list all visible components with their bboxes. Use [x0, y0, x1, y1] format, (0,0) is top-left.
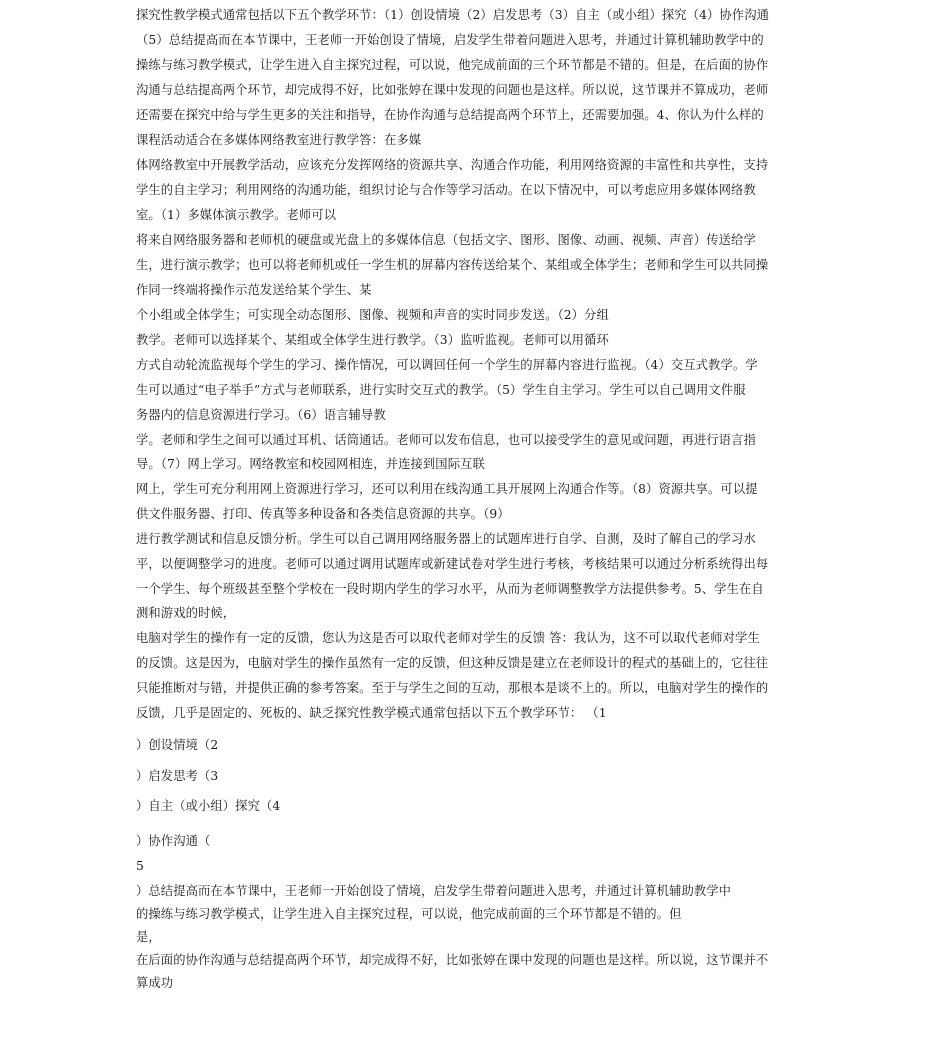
- text-line: ）启发思考（3: [136, 769, 219, 783]
- text-line: 作同一终端将操作示范发送给某个学生、某: [136, 283, 372, 297]
- text-line: 只能推断对与错，并提供正确的参考答案。至于与学生之间的互动，那根本是谈不上的。所以，电脑对学生的操作的: [136, 681, 769, 695]
- text-line: 一个学生、每个班级甚至整个学校在一段时期内学生的学习水平，从而为老师调整教学方法提供参考。5、学生在自: [136, 582, 764, 596]
- text-line: 课程活动适合在多媒体网络教室进行教学答：在多媒: [136, 133, 422, 147]
- text-line: 个小组或全体学生；可实现全动态图形、图像、视频和声音的实时同步发送。（2）分组: [136, 308, 609, 322]
- text-line: 是，: [136, 930, 161, 944]
- text-line: ）自主（或小组）探究（4: [136, 799, 281, 813]
- text-line: 5: [136, 859, 144, 873]
- text-line: 生可以通过“电子举手”方式与老师联系，进行实时交互式的教学。（5）学生自主学习。学生可以自己调用文件服: [136, 383, 746, 397]
- text-line: 的反馈。这是因为，电脑对学生的操作虽然有一定的反馈，但这种反馈是建立在老师设计的程式的基础上的，它往往: [136, 656, 769, 670]
- text-line: 反馈，几乎是固定的、死板的、缺乏探究性教学模式通常包括以下五个教学环节： （1: [136, 706, 607, 720]
- text-line: 的操练与练习教学模式，让学生进入自主探究过程，可以说，他完成前面的三个环节都是不错的。但: [136, 907, 682, 921]
- text-line: 学。老师和学生之间可以通过耳机、话筒通话。老师可以发布信息，也可以接受学生的意见或问题，再进行语言指: [136, 433, 756, 447]
- text-line: 方式自动轮流监视每个学生的学习、操作情况，可以调回任何一个学生的屏幕内容进行监视。（4）交互式教学。学: [136, 358, 758, 372]
- text-line: 在后面的协作沟通与总结提高两个环节，却完成得不好，比如张婷在课中发现的问题也是这样。所以说，这节课并不: [136, 953, 769, 967]
- text-line: ）总结提高而在本节课中，王老师一开始创设了情境，启发学生带着问题进入思考，并通过计算机辅助教学中: [136, 884, 732, 898]
- text-line: 室。（1）多媒体演示教学。老师可以: [136, 208, 337, 222]
- text-line: 体网络教室中开展教学活动，应该充分发挥网络的资源共享、沟通合作功能，利用网络资源的丰富性和共享性，支持: [136, 158, 769, 172]
- text-line: 算成功: [136, 976, 174, 990]
- text-line: 探究性教学模式通常包括以下五个教学环节：（1）创设情境（2）启发思考（3）自主（或小组）探究（4）协作沟通: [136, 8, 769, 22]
- text-line: 进行教学测试和信息反馈分析。学生可以自己调用网络服务器上的试题库进行自学、自测，及时了解自己的学习水: [136, 532, 756, 546]
- text-line: 测和游戏的时候，: [136, 606, 236, 620]
- text-line: 操练与练习教学模式，让学生进入自主探究过程，可以说，他完成前面的三个环节都是不错的。但是，在后面的协作: [136, 58, 769, 72]
- text-line: 平，以便调整学习的进度。老师可以通过调用试题库或新建试卷对学生进行考核，考核结果可以通过分析系统得出每: [136, 557, 769, 571]
- text-line: 电脑对学生的操作有一定的反馈，您认为这是否可以取代老师对学生的反馈 答：我认为，这不可以取代老师对学生: [136, 631, 760, 645]
- text-line: 还需要在探究中给与学生更多的关注和指导，在协作沟通与总结提高两个环节上，还需要加强。4、你认为什么样的: [136, 108, 764, 122]
- text-line: 供文件服务器、打印、传真等多种设备和各类信息资源的共享。（9）: [136, 507, 510, 521]
- text-line: ）创设情境（2: [136, 738, 219, 752]
- text-line: 导。（7）网上学习。网络教室和校园网相连，并连接到国际互联: [136, 457, 485, 471]
- text-line: ）协作沟通（: [136, 834, 211, 848]
- text-line: （5）总结提高而在本节课中，王老师一开始创设了情境，启发学生带着问题进入思考，并通过计算机辅助教学中的: [136, 33, 764, 47]
- text-line: 将来自网络服务器和老师机的硬盘或光盘上的多媒体信息（包括文字、图形、图像、动画、视频、声音）传送给学: [136, 233, 756, 247]
- text-line: 学生的自主学习；利用网络的沟通功能，组织讨论与合作等学习活动。在以下情况中，可以考虑应用多媒体网络教: [136, 183, 756, 197]
- text-line: 务器内的信息资源进行学习。（6）语言辅导教: [136, 408, 386, 422]
- text-line: 网上，学生可充分利用网上资源进行学习，还可以利用在线沟通工具开展网上沟通合作等。（8）资源共享。可以提: [136, 482, 758, 496]
- text-line: 教学。老师可以选择某个、某组或全体学生进行教学。（3）监听监视。老师可以用循环: [136, 333, 609, 347]
- text-line: 生，进行演示教学；也可以将老师机或任一学生机的屏幕内容传送给某个、某组或全体学生；老师和学生可以共同操: [136, 258, 769, 272]
- text-line: 沟通与总结提高两个环节，却完成得不好，比如张婷在课中发现的问题也是这样。所以说，这节课并不算成功，老师: [136, 83, 769, 97]
